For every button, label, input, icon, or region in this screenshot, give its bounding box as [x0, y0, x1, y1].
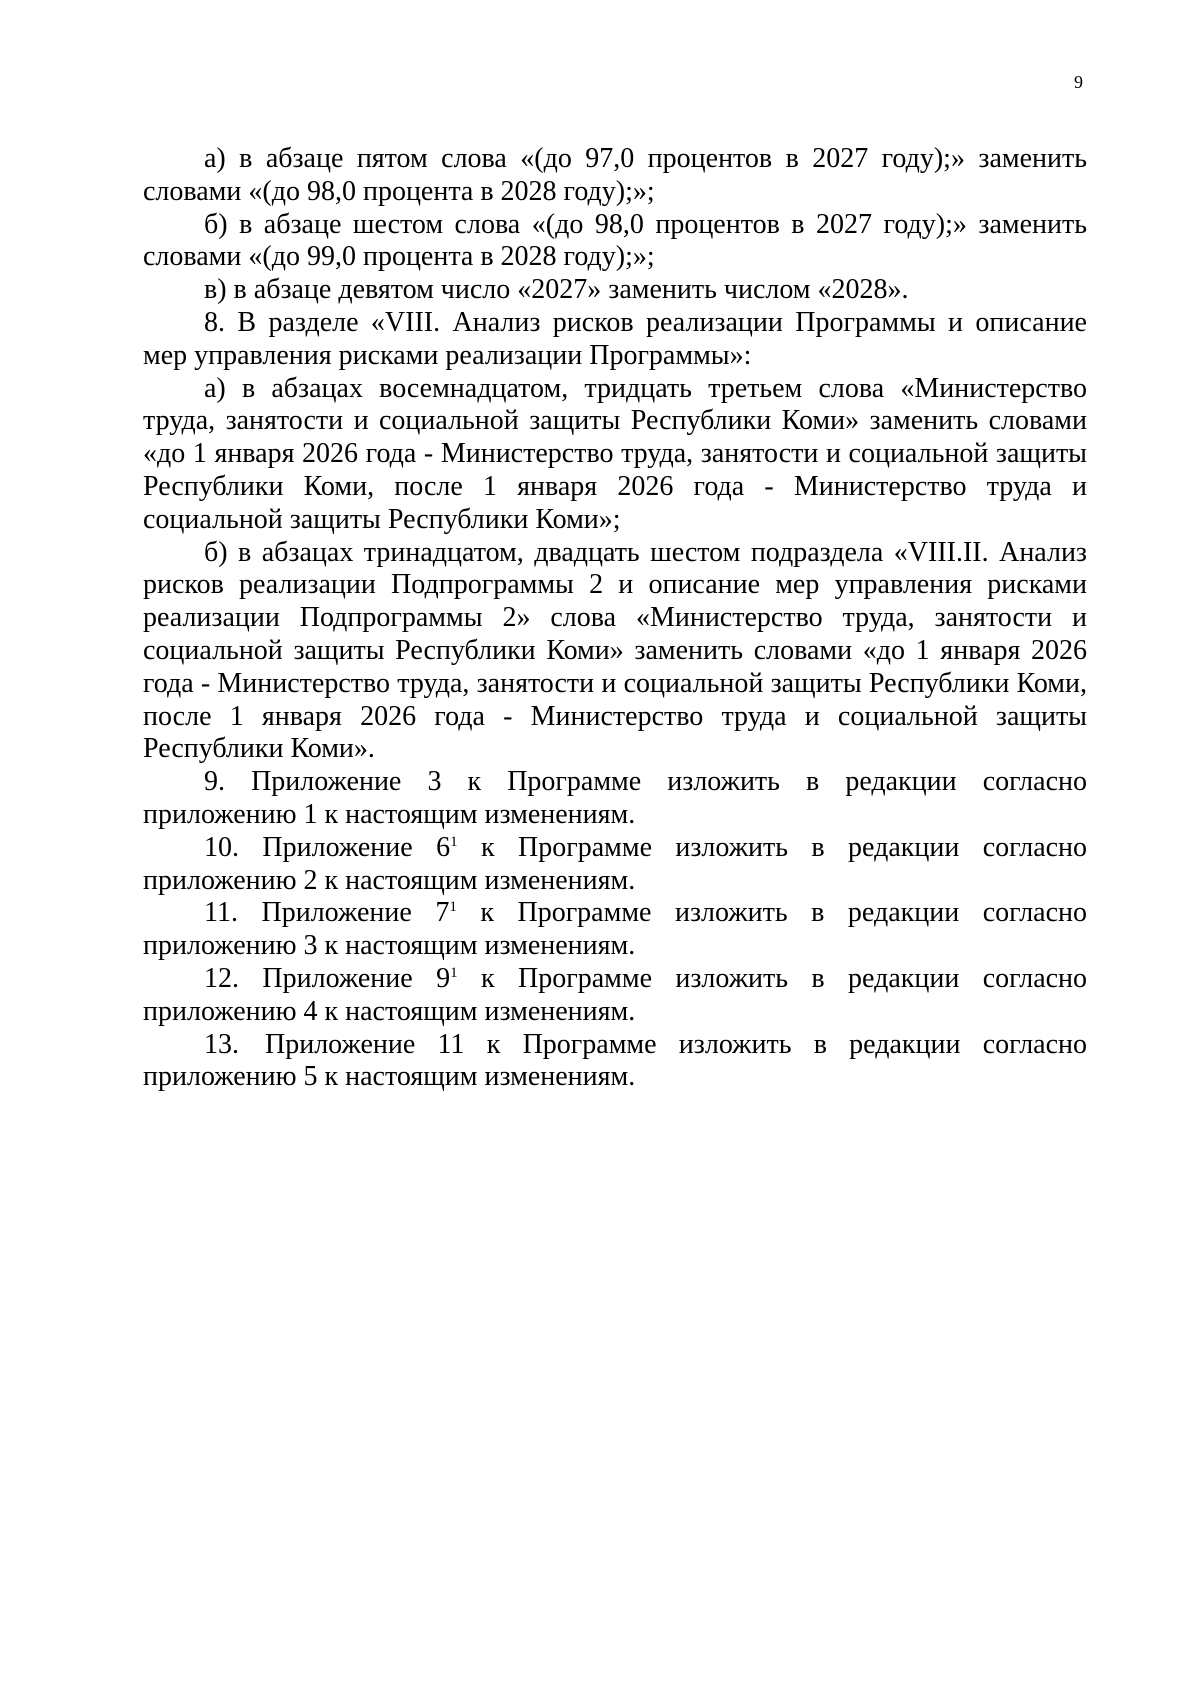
appendix-ref: 9: [436, 962, 451, 994]
item-label: Приложение: [262, 831, 413, 863]
item-number: 11.: [204, 897, 238, 929]
item-number: 12.: [204, 962, 239, 994]
paragraph-7c: в) в абзаце девятом число «2027» заменить числом «2028».: [204, 274, 909, 306]
paragraph-11: [143, 897, 1087, 963]
appendix-ref: 7: [435, 897, 450, 929]
document-body: [143, 143, 1087, 1094]
paragraph-8: 8. В разделе «VIII. Анализ рисков реализации Программы и описание мер управления рисками реализации Программы»:: [143, 306, 1087, 371]
item-label: Приложение: [262, 962, 413, 994]
item-label: Приложение: [261, 897, 412, 929]
item-text: Приложение 11 к Программе изложить в редакции согласно приложению 5 к настоящим изменениям.: [143, 1028, 1087, 1093]
paragraph-9: 9. Приложение 3 к Программе изложить в редакции согласно приложению 1 к настоящим изменениям.: [143, 766, 1087, 830]
page-number: 9: [1074, 72, 1083, 92]
paragraph-7b: б) в абзаце шестом слова «(до 98,0 процентов в 2027 году);» заменить словами «(до 99,0 процента в 2028 году);»;: [143, 208, 1087, 273]
paragraph-13: [143, 1029, 1087, 1095]
appendix-ref: 6: [436, 831, 451, 863]
appendix-ref-superscript: 1: [449, 899, 457, 916]
item-text: к Программе изложить в редакции согласно приложению 4 к настоящим изменениям.: [143, 962, 1088, 1027]
paragraph-8a: а) в абзацах восемнадцатом, тридцать третьем слова «Министерство труда, занятости и социальной защиты Республики Коми» заменить словами «до 1 января 2026 года - Министерство труда, занятости и социальной защиты Республики Коми, после 1 января 2026 года - Министерство труда и социальной защиты Республики Коми»;: [143, 372, 1087, 535]
item-number: 13.: [204, 1028, 239, 1060]
item-number: 10.: [204, 831, 239, 863]
paragraph-10: [143, 832, 1087, 898]
item-text: к Программе изложить в редакции согласно приложению 2 к настоящим изменениям.: [143, 831, 1088, 896]
paragraph-7a: а) в абзаце пятом слова «(до 97,0 процентов в 2027 году);» заменить словами «(до 98,0 процента в 2028 году);»;: [143, 143, 1087, 207]
paragraph-12: [143, 963, 1087, 1029]
paragraph-8b: б) в абзацах тринадцатом, двадцать шестом подраздела «VIII.II. Анализ рисков реализации Подпрограммы 2 и описание мер управления рисками реализации Подпрограммы 2» слова «Министерство труда, занятости и социальной защиты Республики Коми» заменить словами «до 1 января 2026 года - Министерство труда, занятости и социальной защиты Республики Коми, после 1 января 2026 года - Министерство труда и социальной защиты Республики Коми».: [143, 536, 1087, 765]
appendix-ref-superscript: 1: [450, 833, 458, 850]
item-text: к Программе изложить в редакции согласно приложению 3 к настоящим изменениям.: [143, 897, 1088, 962]
appendix-ref-superscript: 1: [450, 964, 458, 981]
